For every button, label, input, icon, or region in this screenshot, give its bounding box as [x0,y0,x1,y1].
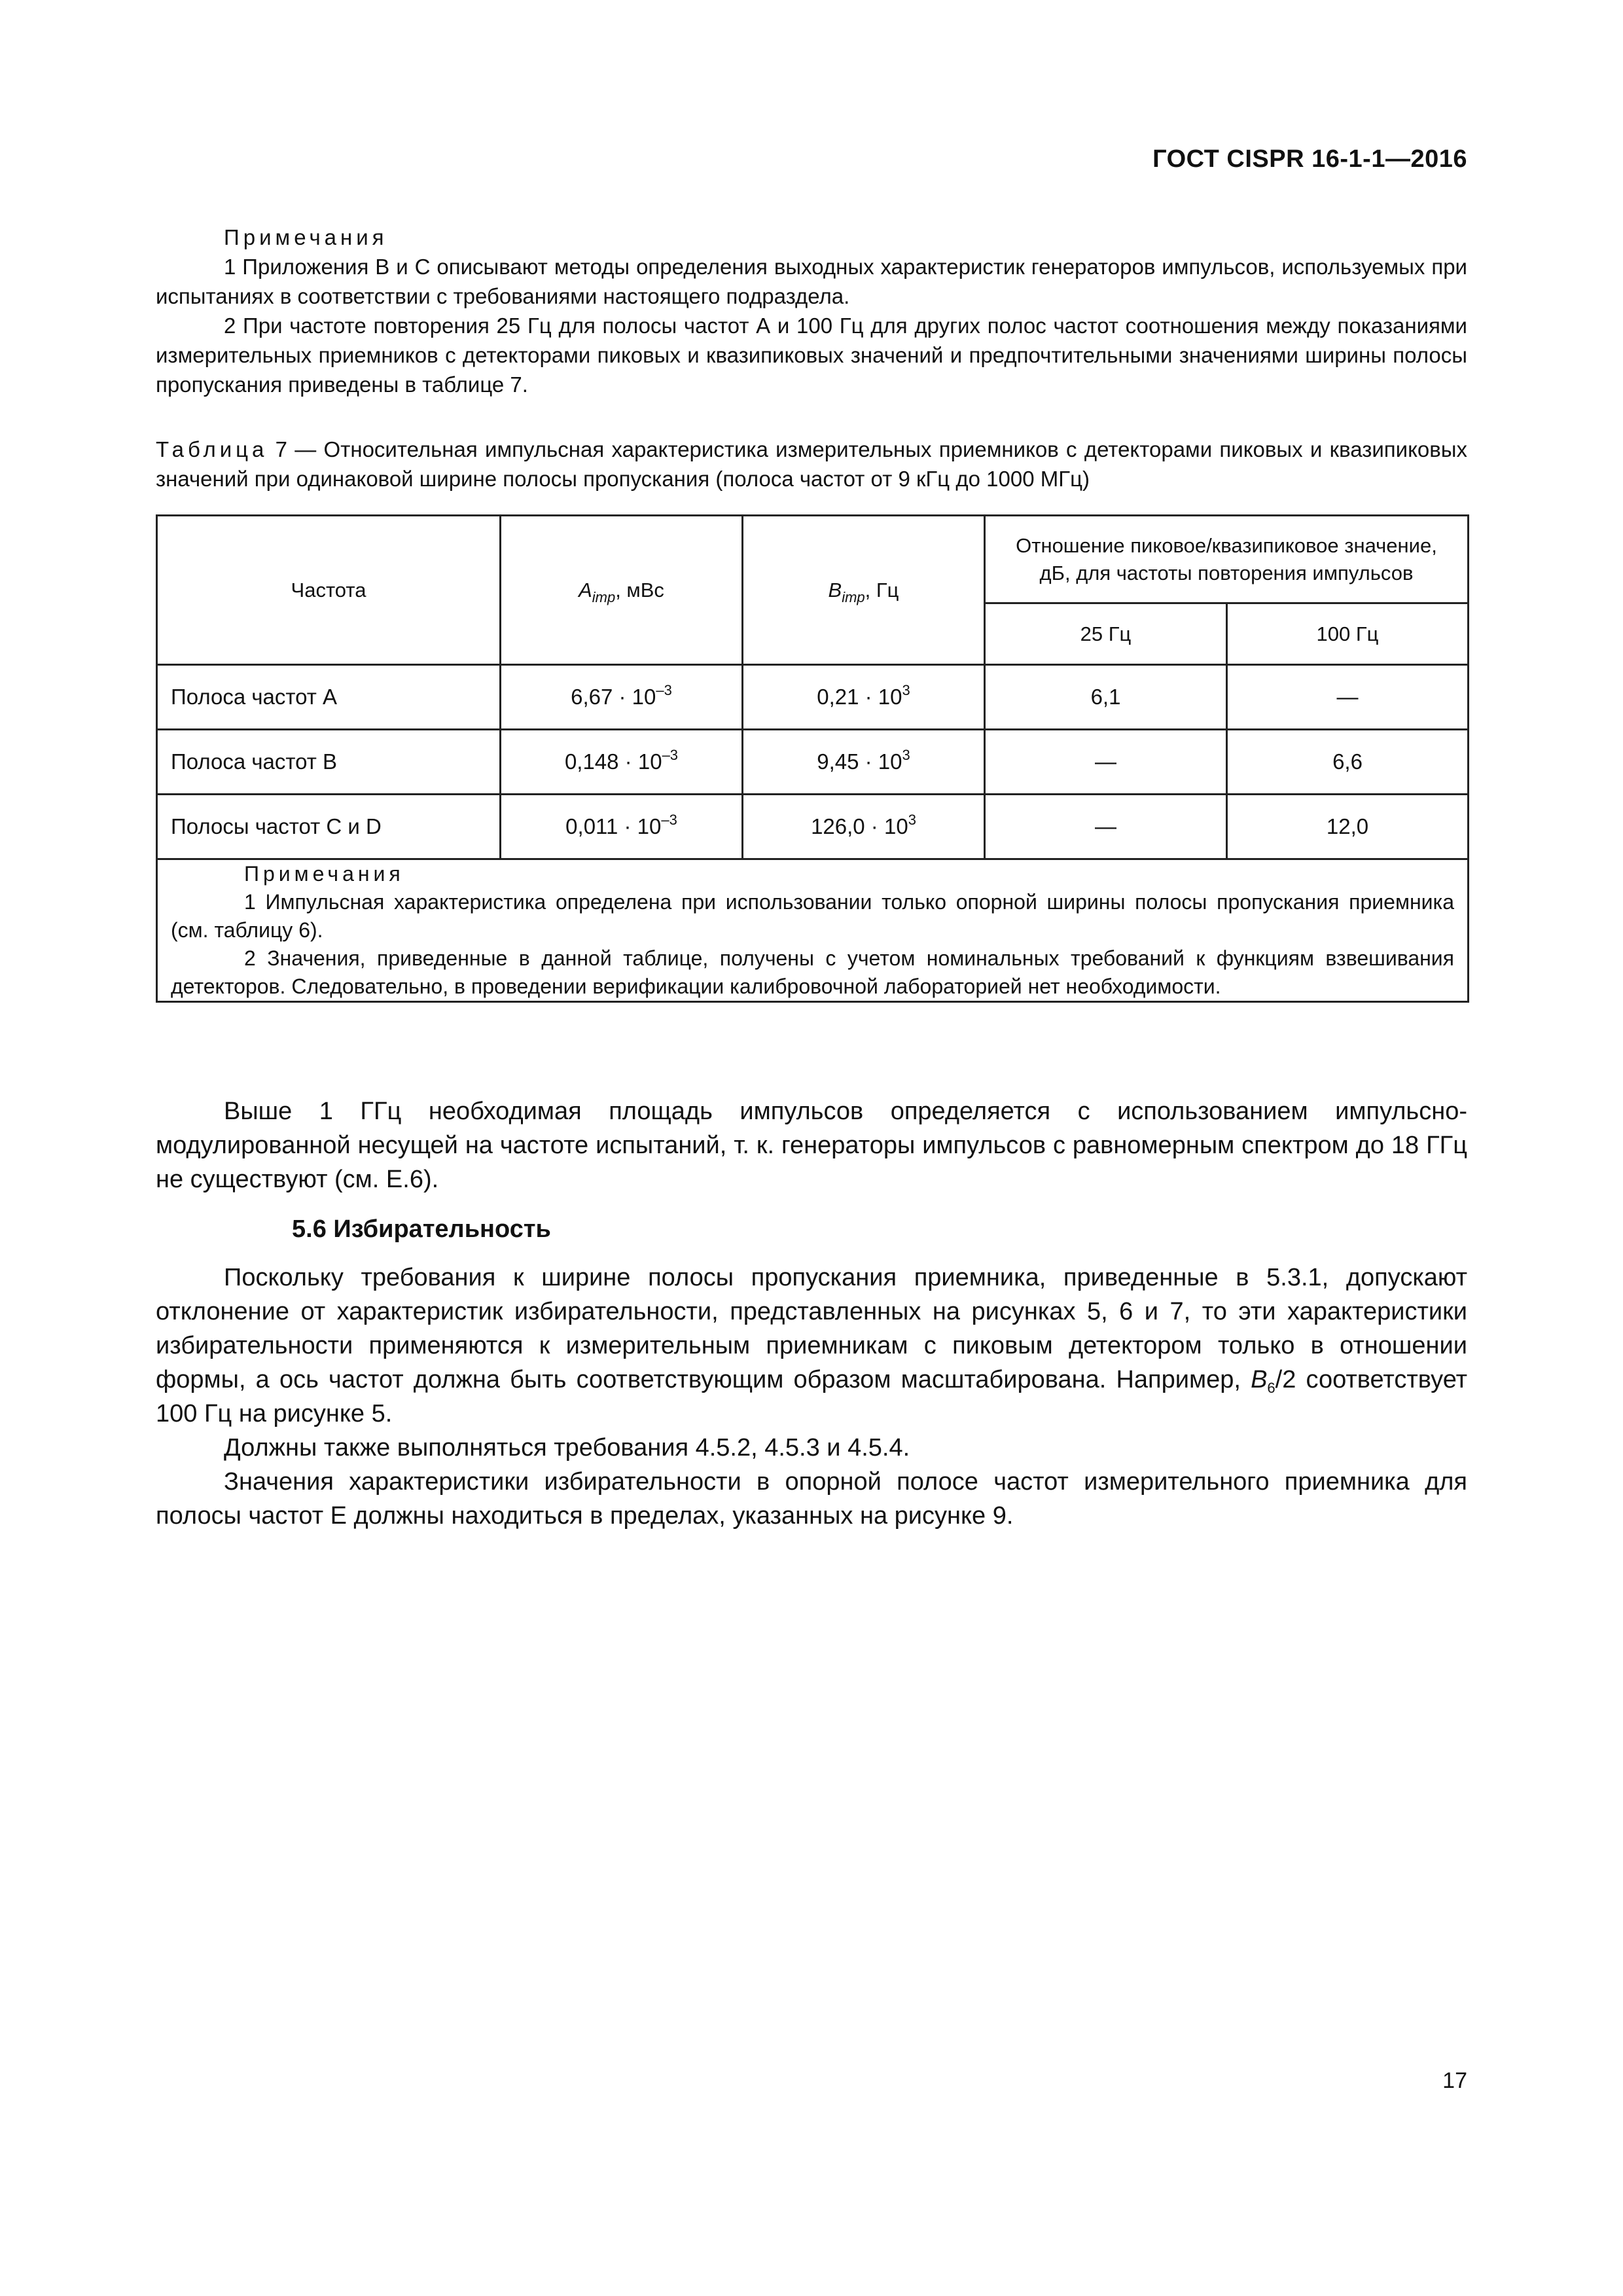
cell-b-imp: $9,45 \cdot 10^3$ [743,730,985,795]
cell-a-imp: $0,011 \cdot 10^{-3}$ [501,795,743,859]
table-notes-title: Примечания [244,862,404,886]
cell-ratio-100: 6,6 [1227,730,1469,795]
table-row [157,795,1469,859]
table-caption-label: Таблица [156,437,268,461]
header-ratio: Отношение пиковое/квазипиковое значение, дБ, для частоты повторения импульсов [985,516,1469,603]
table-caption-text: 7 — Относительная импульсная характеристика измерительных приемников с детекторами пиковых и квазипиковых значений при одинаковой ширине полосы пропускания (полоса частот от 9 кГц до 1000 МГц) [156,437,1467,491]
cell-ratio-25: — [985,795,1227,859]
section-heading: 5.6 Избирательность [292,1215,551,1243]
table-notes [157,859,1469,1002]
paragraph-band-e: Значения характеристики избирательности в опорной полосе частот измерительного приемника для полосы частот Е должны находиться в пределах, указанных на рисунке 9. [156,1468,1467,1530]
header-b-imp: $B_{imp}$, Гц [743,516,985,665]
header-25hz: 25 Гц [985,603,1227,665]
table-row [157,730,1469,795]
notes-title: Примечания [224,225,388,249]
cell-band: Полосы частот С и D [157,795,501,859]
body-text-1 [156,1094,1467,1196]
cell-band: Полоса частот А [157,665,501,730]
document-code-header: ГОСТ CISPR 16-1-1—2016 [1152,145,1467,173]
table-caption [156,435,1467,493]
note-item-1: 1 Приложения В и С описывают методы определения выходных характеристик генераторов импульсов, используемых при испытаниях в соответствии с требованиями настоящего подраздела. [156,255,1467,308]
paragraph-above-1ghz: Выше 1 ГГц необходимая площадь импульсов определяется с использованием импульсно-модулированной несущей на частоте испытаний, т. к. генераторы импульсов с равномерным спектром до 18 ГГц не существуют (см. Е.6). [156,1098,1467,1193]
header-100hz: 100 Гц [1227,603,1469,665]
cell-ratio-25: — [985,730,1227,795]
header-a-imp: $A_{imp}$, мВс [501,516,743,665]
paragraph-selectivity: Поскольку требования к ширине полосы пропускания приемника, приведенные в 5.3.1, допускают отклонение от характеристик избирательности, представленных на рисунках 5, 6 и 7, то эти характеристики избирательности применяются к измерительным приемникам с пиковым детектором только в отношении формы, а ось частот должна быть соответствующим образом масштабирована. Например, $B_6/2$ соответствует 100 Гц на рисунке 5. [156,1264,1467,1427]
cell-a-imp: $6,67 \cdot 10^{-3}$ [501,665,743,730]
cell-band: Полоса частот В [157,730,501,795]
cell-ratio-100: 12,0 [1227,795,1469,859]
cell-a-imp: $0,148 \cdot 10^{-3}$ [501,730,743,795]
notes-block [156,223,1467,399]
section-5-6 [156,1212,1467,1533]
note-item-2: 2 При частоте повторения 25 Гц для полосы частот А и 100 Гц для других полос частот соотношения между показаниями измерительных приемников с детекторами пиковых и квазипиковых значений и предпочтительными значениями ширины полосы пропускания приведены в таблице 7. [156,314,1467,397]
table-row [157,665,1469,730]
page-number: 17 [1442,2068,1467,2093]
cell-ratio-25: 6,1 [985,665,1227,730]
cell-b-imp: $126,0 \cdot 10^3$ [743,795,985,859]
cell-b-imp: $0,21 \cdot 10^3$ [743,665,985,730]
table-note-item-1: 1 Импульсная характеристика определена при использовании только опорной ширины полосы пропускания приемника (см. таблицу 6). [171,890,1454,942]
table-7 [156,514,1467,1003]
paragraph-requirements: Должны также выполняться требования 4.5.2, 4.5.3 и 4.5.4. [224,1434,910,1462]
header-frequency: Частота [157,516,501,665]
cell-ratio-100: — [1227,665,1469,730]
table-note-item-2: 2 Значения, приведенные в данной таблице, получены с учетом номинальных требований к функциям взвешивания детекторов. Следовательно, в проведении верификации калибровочной лабораторией нет необходимости. [171,946,1454,998]
